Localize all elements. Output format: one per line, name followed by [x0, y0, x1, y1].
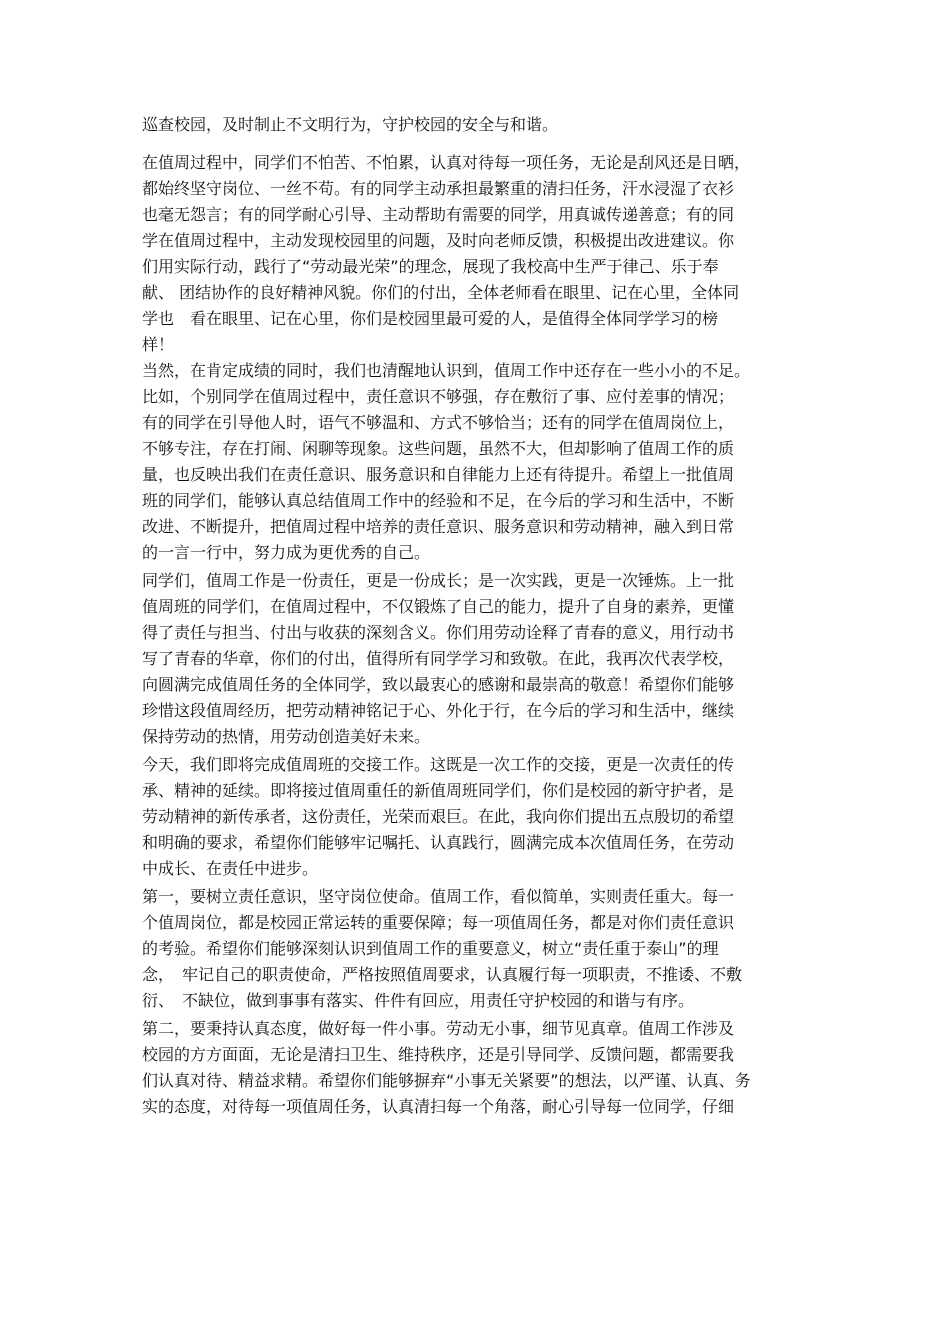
paragraph-3 — [142, 358, 822, 566]
text-line: 都始终坚守岗位、一丝不苟。有的同学主动承担最繁重的清扫任务，汗水浸湿了衣衫 — [142, 179, 735, 198]
text-line: 献、 团结协作的良好精神风貌。你们的付出，全体老师看在眼里、记在心里，全体同 — [142, 283, 740, 302]
text-line: 班的同学们，能够认真总结值周工作中的经验和不足，在今后的学习和生活中，不断 — [142, 491, 735, 510]
text-line: 们用实际行动，践行了“劳动最光荣”的理念，展现了我校高中生严于律己、乐于奉 — [142, 257, 719, 276]
text-line: 也毫无怨言；有的同学耐心引导、主动帮助有需要的同学，用真诚传递善意；有的同 — [142, 205, 735, 224]
text-line: 向圆满完成值周任务的全体同学，致以最衷心的感谢和最崇高的敬意！希望你们能够 — [142, 675, 735, 694]
text-line: 个值周岗位，都是校园正常运转的重要保障；每一项值周任务，都是对你们责任意识 — [142, 913, 735, 932]
text-line: 劳动精神的新传承者，这份责任，光荣而艰巨。在此，我向你们提出五点殷切的希望 — [142, 807, 735, 826]
text-line: 承、精神的延续。即将接过值周重任的新值周班同学们，你们是校园的新守护者，是 — [142, 781, 735, 800]
text-line: 珍惜这段值周经历，把劳动精神铭记于心、外化于行，在今后的学习和生活中，继续 — [142, 701, 735, 720]
paragraph-5 — [142, 752, 822, 882]
text-line: 的考验。希望你们能够深刻认识到值周工作的重要意义，树立“责任重于泰山”的理 — [142, 939, 719, 958]
paragraph-6 — [142, 884, 822, 1014]
paragraph-1 — [142, 112, 822, 138]
paragraph-7 — [142, 1016, 822, 1120]
text-line: 第一，要树立责任意识，坚守岗位使命。值周工作，看似简单，实则责任重大。每一 — [142, 887, 735, 906]
text-line: 值周班的同学们，在值周过程中，不仅锻炼了自己的能力，提升了自身的素养，更懂 — [142, 597, 735, 616]
text-line: 改进、不断提升，把值周过程中培养的责任意识、服务意识和劳动精神，融入到日常 — [142, 517, 735, 536]
text-line: 的一言一行中，努力成为更优秀的自己。 — [142, 543, 431, 562]
text-line: 学在值周过程中，主动发现校园里的问题，及时向老师反馈，积极提出改进建议。你 — [142, 231, 735, 250]
text-line: 样！ — [142, 335, 175, 354]
text-line: 比如，个别同学在值周过程中，责任意识不够强，存在敷衍了事、应付差事的情况； — [142, 387, 735, 406]
text-line: 学也 看在眼里、记在心里，你们是校园里最可爱的人，是值得全体同学学习的榜 — [142, 309, 719, 328]
text-line: 今天，我们即将完成值周班的交接工作。这既是一次工作的交接，更是一次责任的传 — [142, 755, 735, 774]
text-line: 和明确的要求，希望你们能够牢记嘱托、认真践行，圆满完成本次值周任务，在劳动 — [142, 833, 735, 852]
text-line: 得了责任与担当、付出与收获的深刻含义。你们用劳动诠释了青春的意义，用行动书 — [142, 623, 735, 642]
text-line: 同学们，值周工作是一份责任，更是一份成长；是一次实践，更是一次锤炼。上一批 — [142, 571, 735, 590]
text-line: 们认真对待、精益求精。希望你们能够摒弃“小事无关紧要”的想法，以严谨、认真、务 — [142, 1071, 751, 1090]
text-line: 实的态度，对待每一项值周任务，认真清扫每一个角落，耐心引导每一位同学，仔细 — [142, 1097, 735, 1116]
text-line: 校园的方方面面，无论是清扫卫生、维持秩序，还是引导同学、反馈问题，都需要我 — [142, 1045, 735, 1064]
paragraph-2 — [142, 150, 822, 358]
text-line: 巡查校园，及时制止不文明行为，守护校园的安全与和谐。 — [142, 115, 559, 134]
paragraph-4 — [142, 568, 822, 750]
text-line: 当然，在肯定成绩的同时，我们也清醒地认识到，值周工作中还存在一些小小的不足。 — [142, 361, 751, 380]
text-line: 写了青春的华章，你们的付出，值得所有同学学习和致敬。在此，我再次代表学校， — [142, 649, 735, 668]
text-line: 在值周过程中，同学们不怕苦、不怕累，认真对待每一项任务，无论是刮风还是日晒， — [142, 153, 751, 172]
text-line: 保持劳动的热情，用劳动创造美好未来。 — [142, 727, 431, 746]
text-line: 衍、 不缺位，做到事事有落实、件件有回应，用责任守护校园的和谐与有序。 — [142, 991, 695, 1010]
text-line: 量，也反映出我们在责任意识、服务意识和自律能力上还有待提升。希望上一批值周 — [142, 465, 735, 484]
text-line: 中成长、在责任中进步。 — [142, 859, 319, 878]
text-line: 第二，要秉持认真态度，做好每一件小事。劳动无小事，细节见真章。值周工作涉及 — [142, 1019, 735, 1038]
text-line: 不够专注，存在打闹、闲聊等现象。这些问题，虽然不大，但却影响了值周工作的质 — [142, 439, 735, 458]
text-line: 念， 牢记自己的职责使命，严格按照值周要求，认真履行每一项职责，不推诿、不敷 — [142, 965, 743, 984]
text-line: 有的同学在引导他人时，语气不够温和、方式不够恰当；还有的同学在值周岗位上， — [142, 413, 735, 432]
